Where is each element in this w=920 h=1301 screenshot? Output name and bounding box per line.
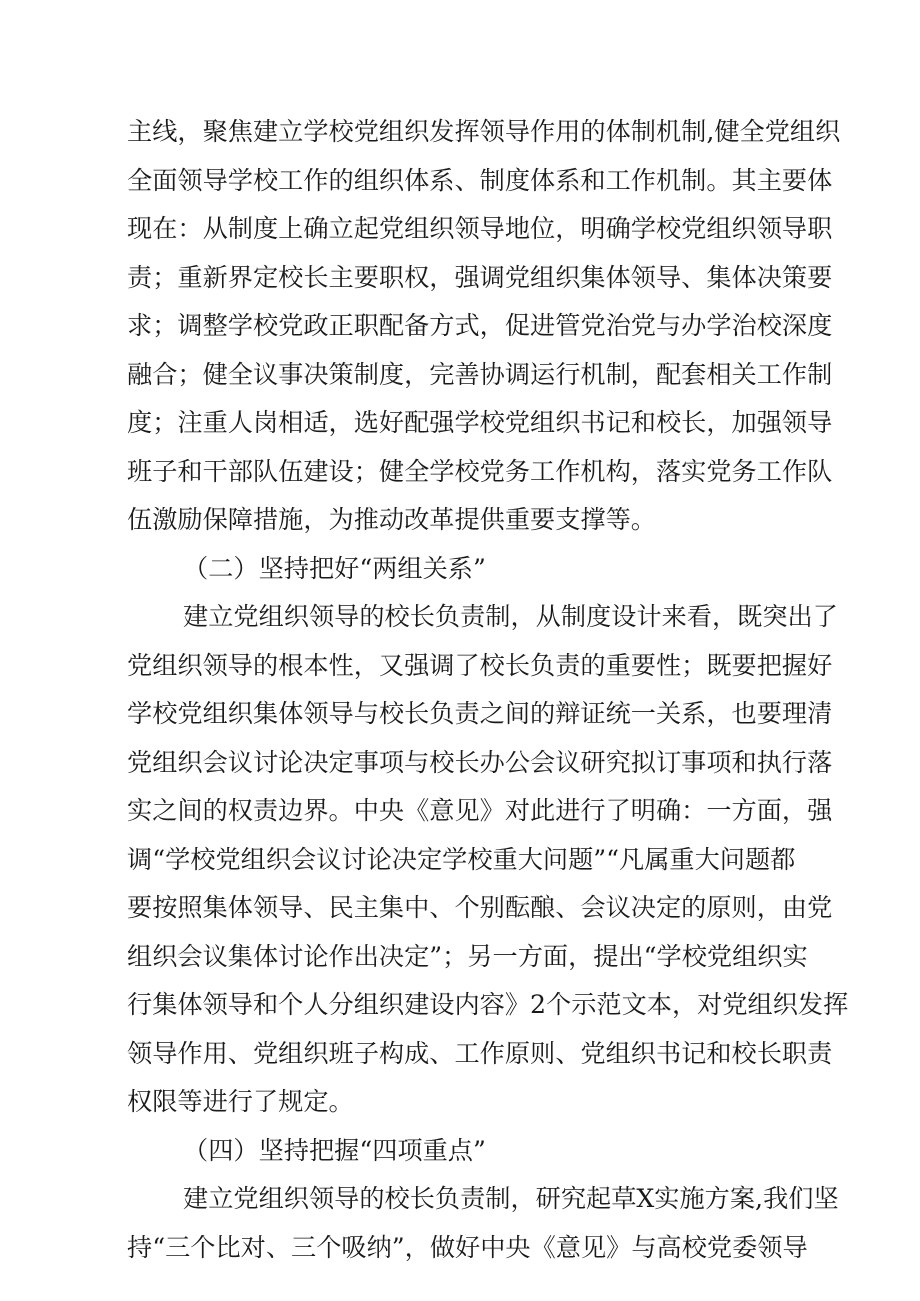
paragraph-line: 班子和干部队伍建设；健全学校党务工作机构，落实党务工作队	[127, 456, 833, 486]
paragraph-line: 融合；健全议事决策制度，完善协调运行机制，配套相关工作制	[127, 359, 833, 389]
paragraph-line: 伍激励保障措施，为推动改革提供重要支撑等。	[127, 505, 656, 534]
paragraph-line: 建立党组织领导的校长负责制，从制度设计来看，既突出了	[183, 602, 838, 631]
paragraph-line: 现在：从制度上确立起党组织领导地位，明确学校党组织领导职	[127, 214, 833, 243]
paragraph-line: 组织会议集体讨论作出决定”；另一方面，提出“学校党组织实	[127, 941, 808, 971]
paragraph-line: 实之间的权责边界。中央《意见》对此进行了明确：一方面，强	[127, 796, 833, 825]
paragraph-line: 党组织会议讨论决定事项与校长办公会议研究拟订事项和执行落	[127, 747, 833, 777]
paragraph-line: 调“学校党组织会议讨论决定学校重大问题”“凡属重大问题都	[127, 844, 796, 874]
paragraph-line: 党组织领导的根本性，又强调了校长负责的重要性；既要把握好	[127, 650, 833, 680]
paragraph-line: 建立党组织领导的校长负责制，研究起草X实施方案,我们坚	[183, 1184, 839, 1213]
paragraph-line: 权限等进行了规定。	[127, 1087, 354, 1116]
paragraph-line: 全面领导学校工作的组织体系、制度体系和工作机制。其主要体	[127, 165, 833, 195]
paragraph-line: 要按照集体领导、民主集中、个别酝酿、会议决定的原则，由党	[127, 893, 833, 922]
section-heading: （四）坚持把握“四项重点”	[183, 1135, 486, 1165]
paragraph-line: 求；调整学校党政正职配备方式，促进管党治党与办学治校深度	[127, 311, 833, 340]
paragraph-line: 领导作用、党组织班子构成、工作原则、党组织书记和校长职责	[127, 1038, 833, 1068]
section-heading: （二）坚持把好“两组关系”	[183, 553, 486, 583]
paragraph-line: 度；注重人岗相适，选好配强学校党组织书记和校长，加强领导	[127, 408, 833, 437]
paragraph-line: 主线，聚焦建立学校党组织发挥领导作用的体制机制,健全党组织	[127, 117, 841, 146]
paragraph-line: 行集体领导和个人分组织建设内容》2个示范文本，对党组织发挥	[127, 990, 849, 1019]
paragraph-line: 持“三个比对、三个吸纳”，做好中央《意见》与高校党委领导	[127, 1232, 808, 1262]
paragraph-line: 责；重新界定校长主要职权，强调党组织集体领导、集体决策要	[127, 262, 833, 292]
document-body	[127, 108, 849, 1272]
paragraph-line: 学校党组织集体领导与校长负责之间的辩证统一关系，也要理清	[127, 699, 833, 728]
